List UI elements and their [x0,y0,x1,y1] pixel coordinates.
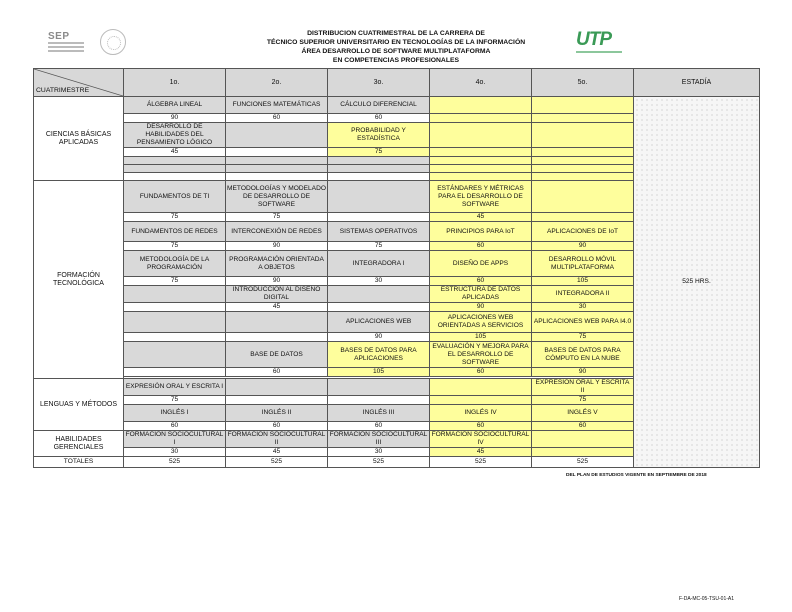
hours-cell: 30 [328,448,430,457]
curriculum-table [33,68,760,468]
subject-cell: ESTRUCTURA DE DATOS APLICADAS [430,286,532,303]
hours-cell [124,303,226,312]
subject-cell: FORMACIÓN SOCIOCULTURAL IV [430,431,532,448]
plan-note: DEL PLAN DE ESTUDIOS VIGENTE EN SEPTIEMBRE DE 2018 [566,473,707,478]
subject-cell: INTEGRADORA I [328,251,430,277]
subject-cell: INGLÉS III [328,405,430,422]
total-cell: 525 [532,457,634,468]
hours-cell: 45 [430,213,532,222]
hours-cell: 60 [532,422,634,431]
subject-cell [532,431,634,448]
title-line: TÉCNICO SUPERIOR UNIVERSITARIO EN TECNOLOGÍAS DE LA INFORMACIÓN [266,39,526,46]
hours-cell: 45 [124,148,226,157]
hours-cell: 75 [328,148,430,157]
subject-cell: ESTÁNDARES Y MÉTRICAS PARA EL DESARROLLO DE SOFTWARE [430,181,532,213]
hours-cell [226,333,328,342]
empty-cell [430,173,532,181]
column-header: 5o. [532,69,634,97]
hours-cell [226,148,328,157]
subject-cell: METODOLOGÍAS Y MODELADO DE DESARROLLO DE SOFTWARE [226,181,328,213]
hours-cell [328,303,430,312]
hours-cell: 105 [328,368,430,377]
title-line: EN COMPETENCIAS PROFESIONALES [332,57,460,64]
subject-cell: FUNCIONES MATEMÁTICAS [226,97,328,114]
hours-cell: 75 [532,333,634,342]
hours-cell [124,333,226,342]
total-cell: 525 [430,457,532,468]
subject-cell: EVALUACIÓN Y MEJORA PARA EL DESARROLLO DE SOFTWARE [430,342,532,368]
hours-cell: 75 [328,242,430,251]
sep-tagline-lines [48,42,84,54]
hours-cell: 75 [124,242,226,251]
subject-cell: INGLÉS IV [430,405,532,422]
subject-cell: PROGRAMACIÓN ORIENTADA A OBJETOS [226,251,328,277]
hours-cell [328,396,430,405]
subject-cell: SISTEMAS OPERATIVOS [328,222,430,242]
total-cell: 525 [226,457,328,468]
column-header: 4o. [430,69,532,97]
subject-cell: PROBABILIDAD Y ESTADÍSTICA [328,123,430,148]
subject-cell: APLICACIONES WEB [328,312,430,333]
hours-cell [124,368,226,377]
subject-cell: INTRODUCCIÓN AL DISEÑO DIGITAL [226,286,328,303]
subject-cell: PRINCIPIOS PARA IoT [430,222,532,242]
hours-cell: 90 [430,303,532,312]
hours-cell [430,396,532,405]
subject-cell: METODOLOGÍA DE LA PROGRAMACIÓN [124,251,226,277]
hours-cell: 60 [124,422,226,431]
subject-cell: APLICACIONES WEB PARA I4.0 [532,312,634,333]
subject-cell: EXPRESIÓN ORAL Y ESCRITA II [532,379,634,396]
subject-cell: EXPRESIÓN ORAL Y ESCRITA I [124,379,226,396]
empty-cell [226,157,328,165]
total-cell: 525 [328,457,430,468]
hours-cell: 90 [328,333,430,342]
national-seal-icon [100,29,126,55]
category-lenguas: LENGUAS Y MÉTODOS [34,379,124,431]
subject-cell: APLICACIONES WEB ORIENTADAS A SERVICIOS [430,312,532,333]
hours-cell: 75 [124,213,226,222]
hours-cell [532,448,634,457]
empty-cell [328,157,430,165]
subject-cell: FORMACIÓN SOCIOCULTURAL II [226,431,328,448]
hours-cell: 60 [430,368,532,377]
hours-cell: 75 [124,277,226,286]
hours-cell: 90 [532,368,634,377]
empty-cell [328,165,430,173]
hours-cell: 90 [124,114,226,123]
empty-cell [430,157,532,165]
hours-cell [328,213,430,222]
category-habilidades: HABILIDADES GERENCIALES [34,431,124,457]
subject-cell: FUNDAMENTOS DE TI [124,181,226,213]
subject-cell: APLICACIONES DE IoT [532,222,634,242]
utp-logo [576,30,632,56]
estadia-cell: 525 HRS. [634,97,760,468]
hours-cell: 60 [328,422,430,431]
hours-cell [532,148,634,157]
hours-cell: 60 [226,368,328,377]
subject-cell [124,342,226,368]
utp-logo-text: UTP [576,29,611,50]
empty-cell [532,165,634,173]
subject-cell: DESARROLLO MÓVIL MULTIPLATAFORMA [532,251,634,277]
subject-cell: INGLÉS V [532,405,634,422]
empty-cell [328,173,430,181]
category-ciencias: CIENCIAS BÁSICAS APLICADAS [34,97,124,181]
hours-cell: 60 [328,114,430,123]
empty-cell [226,165,328,173]
total-cell: 525 [124,457,226,468]
empty-cell [532,173,634,181]
hours-cell: 30 [124,448,226,457]
hours-cell [226,396,328,405]
subject-cell: INTERCONEXIÓN DE REDES [226,222,328,242]
subject-cell: BASES DE DATOS PARA CÓMPUTO EN LA NUBE [532,342,634,368]
hours-cell: 105 [430,333,532,342]
hours-cell [430,114,532,123]
subject-cell [124,312,226,333]
subject-cell [328,379,430,396]
hours-cell: 60 [430,277,532,286]
hours-cell: 45 [226,448,328,457]
category-formacion: FORMACIÓN TECNOLÓGICA [34,181,124,379]
subject-cell: FUNDAMENTOS DE REDES [124,222,226,242]
hours-cell: 75 [124,396,226,405]
column-header: 2o. [226,69,328,97]
subject-cell [226,123,328,148]
hours-cell: 75 [226,213,328,222]
page-header [0,0,792,68]
subject-cell: FORMACIÓN SOCIOCULTURAL III [328,431,430,448]
hours-cell: 30 [328,277,430,286]
subject-cell: DESARROLLO DE HABILIDADES DEL PENSAMIENTO LÓGICO [124,123,226,148]
hours-cell: 105 [532,277,634,286]
subject-cell: BASE DE DATOS [226,342,328,368]
hours-cell: 60 [430,242,532,251]
hours-cell [430,148,532,157]
hours-cell: 45 [226,303,328,312]
subject-cell [532,181,634,213]
empty-cell [124,165,226,173]
subject-cell: DISEÑO DE APPS [430,251,532,277]
subject-cell [124,286,226,303]
subject-cell [328,286,430,303]
subject-cell [532,123,634,148]
subject-cell [430,123,532,148]
subject-cell: INGLÉS I [124,405,226,422]
subject-cell: FORMACIÓN SOCIOCULTURAL I [124,431,226,448]
subject-cell: BASES DE DATOS PARA APLICACIONES [328,342,430,368]
empty-cell [532,157,634,165]
hours-cell: 45 [430,448,532,457]
utp-logo-underline [576,51,622,53]
subject-cell [226,312,328,333]
subject-cell: CÁLCULO DIFERENCIAL [328,97,430,114]
hours-cell: 60 [226,114,328,123]
hours-cell [532,213,634,222]
column-header: ESTADÍA [634,69,760,97]
sep-label: SEP [48,31,70,42]
column-header: 1o. [124,69,226,97]
hours-cell: 90 [532,242,634,251]
subject-cell: INGLÉS II [226,405,328,422]
hours-cell: 90 [226,242,328,251]
column-header: 3o. [328,69,430,97]
document-title [200,29,592,65]
subject-cell [430,379,532,396]
hours-cell: 60 [226,422,328,431]
empty-cell [124,173,226,181]
hours-cell: 60 [430,422,532,431]
subject-cell: ÁLGEBRA LINEAL [124,97,226,114]
hours-cell: 90 [226,277,328,286]
title-line: DISTRIBUCION CUATRIMESTRAL DE LA CARRERA DE [307,30,485,37]
corner-label: CUATRIMESTRE [36,87,90,94]
empty-cell [226,173,328,181]
subject-cell: INTEGRADORA II [532,286,634,303]
subject-cell [226,379,328,396]
subject-cell [532,97,634,114]
totals-label: TOTALES [34,457,124,468]
corner-header-cell [34,69,124,97]
document-code: F-DA-MC-05-TSU-01-A1 [679,596,735,602]
title-line: ÁREA DESARROLLO DE SOFTWARE MULTIPLATAFORMA [301,48,491,55]
subject-cell [328,181,430,213]
hours-cell [532,114,634,123]
hours-cell: 75 [532,396,634,405]
hours-cell: 30 [532,303,634,312]
subject-cell [430,97,532,114]
empty-cell [124,157,226,165]
empty-cell [430,165,532,173]
